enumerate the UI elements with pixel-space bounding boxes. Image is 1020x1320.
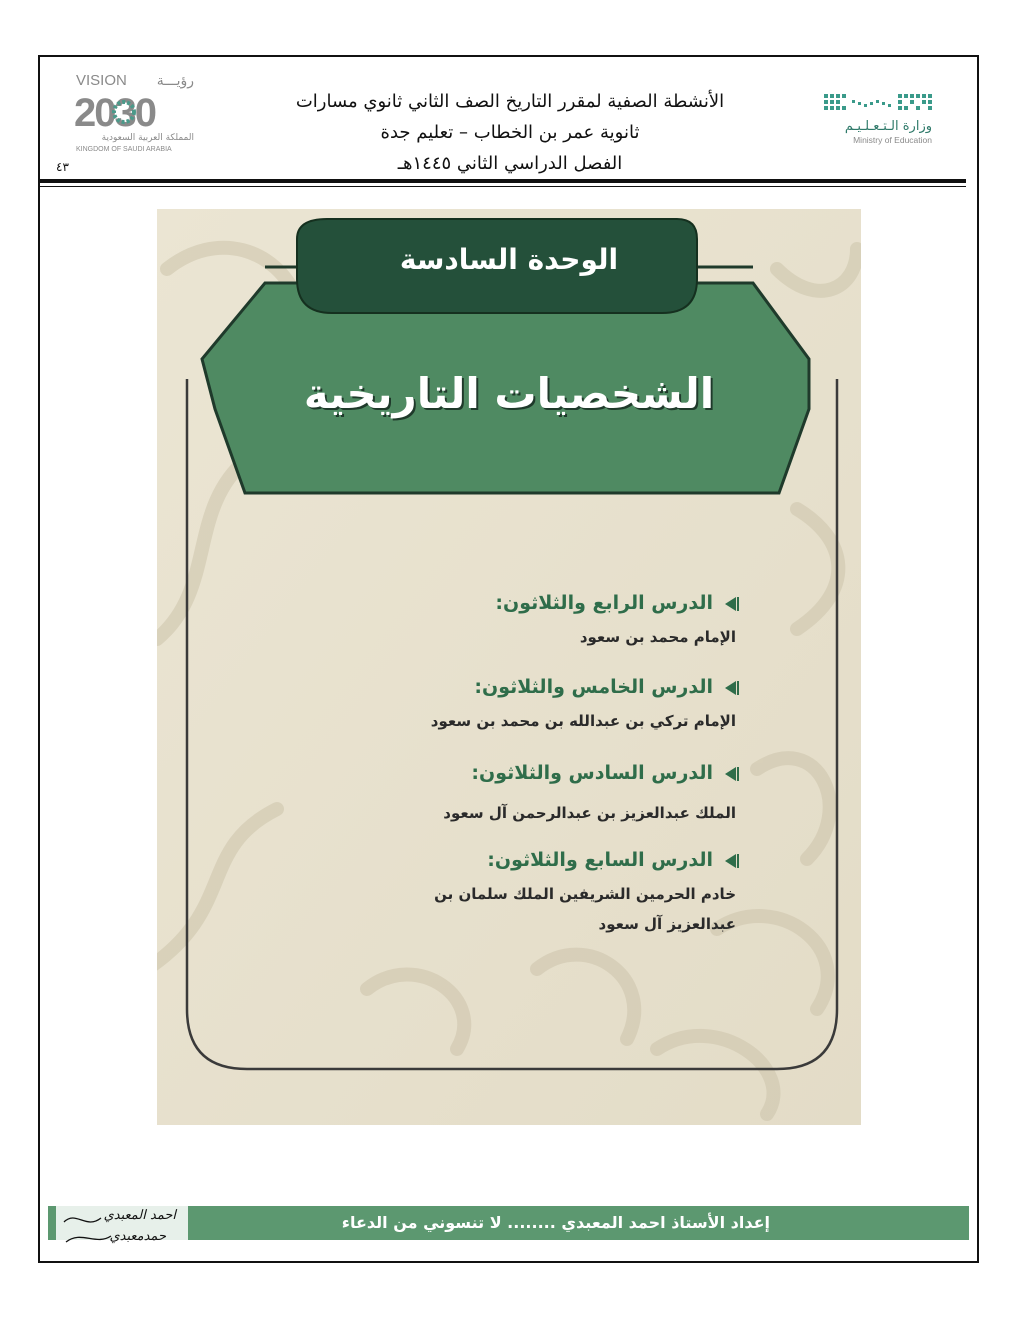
- lesson-36: [443, 762, 736, 828]
- lesson-title: الدرس الخامس والثلاثون:: [474, 676, 713, 698]
- header-rule: [38, 179, 966, 183]
- poster-background: [157, 209, 861, 1125]
- lesson-37: [434, 849, 736, 939]
- signature-stamp: [56, 1200, 188, 1250]
- lesson-title: الدرس السابع والثلاثون:: [487, 849, 713, 871]
- lesson-35: [431, 676, 736, 736]
- bullet-arrow-icon: [725, 681, 736, 695]
- lesson-title: الدرس السادس والثلاثون:: [471, 762, 713, 784]
- ministry-of-education-logo: [822, 88, 937, 148]
- vision-2030-logo: [72, 70, 200, 154]
- header-line-3: الفصل الدراسي الثاني ١٤٤٥هـ: [397, 153, 623, 174]
- footer-credit-text: إعداد الأستاذ احمد المعبدي ........ لا تنسوني من الدعاء: [341, 1213, 770, 1232]
- lesson-body-line-2: عبدالعزيز آل سعود: [598, 915, 736, 933]
- header-line-1: الأنشطة الصفية لمقرر التاريخ الصف الثاني ثانوي مسارات: [295, 91, 725, 112]
- unit-cover-poster: [157, 209, 861, 1125]
- vision-arabic-text: رؤيـــة: [156, 73, 194, 89]
- lesson-body-line-1: خادم الحرمين الشريفين الملك سلمان بن: [434, 885, 736, 903]
- ministry-english: Ministry of Education: [853, 135, 932, 145]
- ministry-arabic: وزارة الـتـعـلـيـم: [844, 119, 932, 134]
- page-number: ٤٣: [56, 160, 69, 174]
- bullet-arrow-icon: [725, 597, 736, 611]
- vision-text: VISION: [76, 72, 127, 89]
- vision-kingdom-en: KINGDOM OF SAUDI ARABIA: [76, 146, 172, 153]
- lesson-body: الإمام محمد بن سعود: [579, 628, 736, 646]
- bullet-arrow-icon: [725, 767, 736, 781]
- signature-line-1: احمد المعبدي: [103, 1208, 176, 1223]
- unit-label-text: الوحدة السادسة: [399, 243, 619, 276]
- header-rule-thin: [38, 186, 966, 187]
- header-title: [230, 86, 790, 179]
- bullet-arrow-icon: [725, 854, 736, 868]
- lesson-body: الملك عبدالعزيز بن عبدالرحمن آل سعود: [443, 804, 736, 822]
- signature-line-2: حمدمعبدي: [109, 1229, 166, 1244]
- unit-title-text: الشخصيات التاريخية: [303, 369, 715, 418]
- lesson-body: الإمام تركي بن عبدالله بن محمد بن سعود: [430, 712, 736, 730]
- ministry-dots-icon: [824, 94, 932, 110]
- header-line-2: ثانوية عمر بن الخطاب – تعليم جدة: [380, 122, 640, 143]
- lesson-title: الدرس الرابع والثلاثون:: [495, 592, 713, 614]
- vision-year: 2030: [74, 91, 155, 135]
- lesson-34: [495, 592, 736, 652]
- vision-kingdom-ar: المملكة العربية السعودية: [101, 133, 194, 143]
